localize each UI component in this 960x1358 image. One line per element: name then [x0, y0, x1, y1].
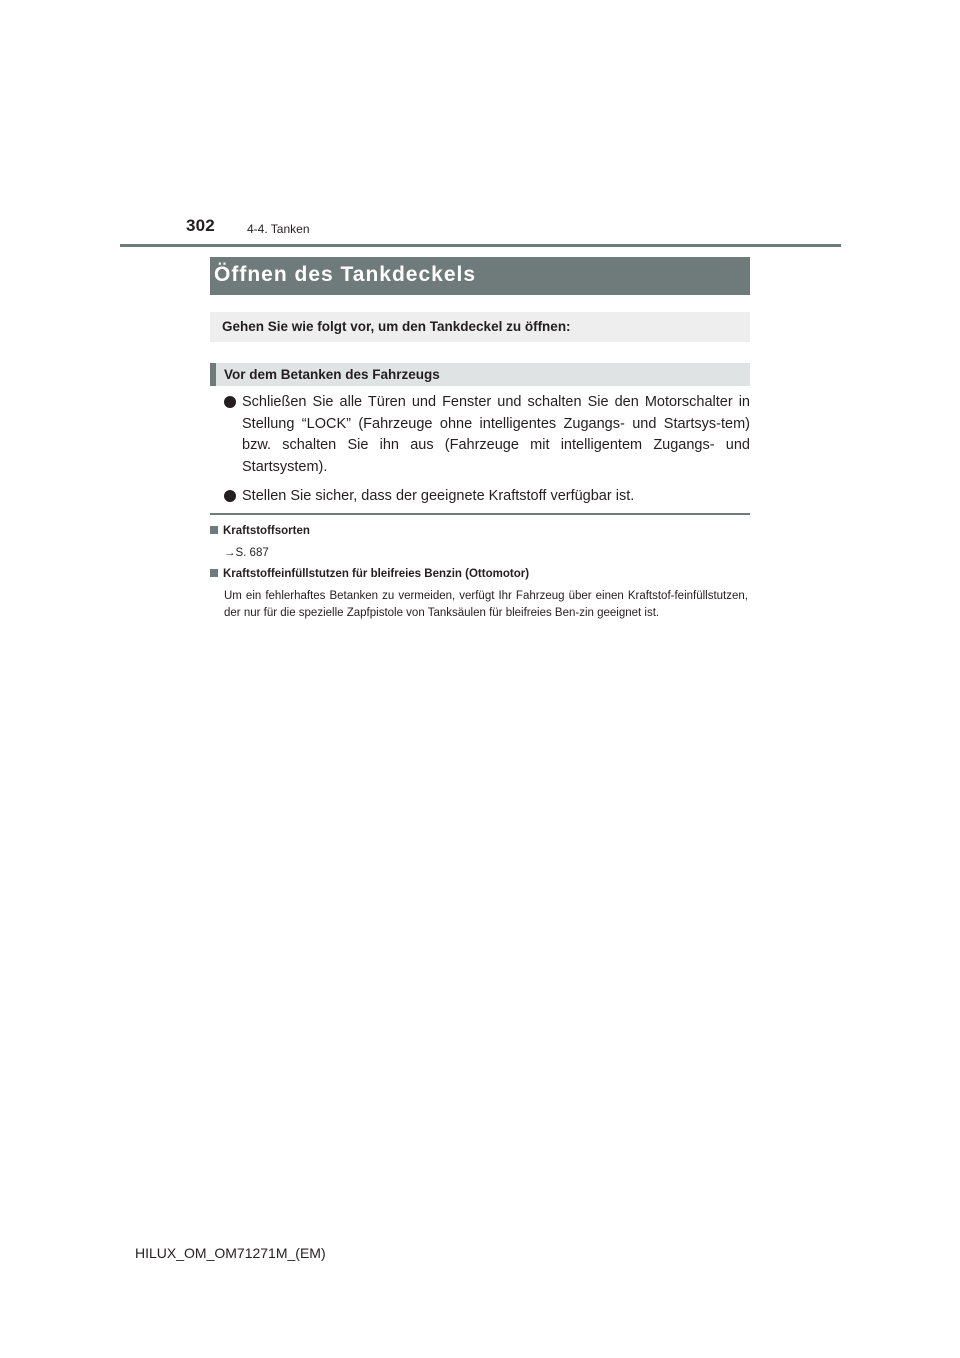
note-body: Um ein fehlerhaftes Betanken zu vermeiden, verfügt Ihr Fahrzeug über einen Kraftstof-feinfüllstutzen, der nur für die spezielle Zapfpistole von Tanksäulen für bleifreies Ben-zin geeignet ist. — [224, 590, 748, 619]
intro-box: Gehen Sie wie folgt vor, um den Tankdeckel zu öffnen: — [210, 312, 750, 342]
page-title: Öffnen des Tankdeckels — [210, 257, 750, 295]
list-item — [210, 486, 750, 508]
page-number: 302 — [186, 216, 215, 235]
bullet-icon — [224, 490, 236, 502]
note-title-text: Kraftstoffsorten — [223, 525, 310, 537]
section-label: 4-4. Tanken — [247, 222, 310, 236]
note-body: →S. 687 — [224, 547, 269, 559]
subsection-heading: Vor dem Betanken des Fahrzeugs — [210, 363, 750, 386]
note-title — [210, 568, 529, 580]
bullet-text: Schließen Sie alle Türen und Fenster und schalten Sie den Motorschalter in Stellung “LOCK” (Fahrzeuge ohne intelligentes Zugangs- und Startsys-tem) bzw. schalten Sie ihn aus (Fahrzeuge mit intelligentem Zugangs- und Startsystem). — [242, 394, 750, 475]
footer-doc-id: HILUX_OM_OM71271M_(EM) — [135, 1245, 326, 1261]
square-bullet-icon — [210, 569, 218, 577]
bullet-icon — [224, 396, 236, 408]
section-divider — [210, 513, 750, 515]
header-rule — [120, 244, 841, 247]
bullet-text: Stellen Sie sicher, dass der geeignete Kraftstoff verfügbar ist. — [242, 488, 635, 504]
list-item — [210, 392, 750, 478]
note-title — [210, 525, 310, 537]
note-title-text: Kraftstoffeinfüllstutzen für bleifreies Benzin (Ottomotor) — [223, 568, 530, 580]
square-bullet-icon — [210, 526, 218, 534]
bullet-list — [210, 392, 750, 516]
